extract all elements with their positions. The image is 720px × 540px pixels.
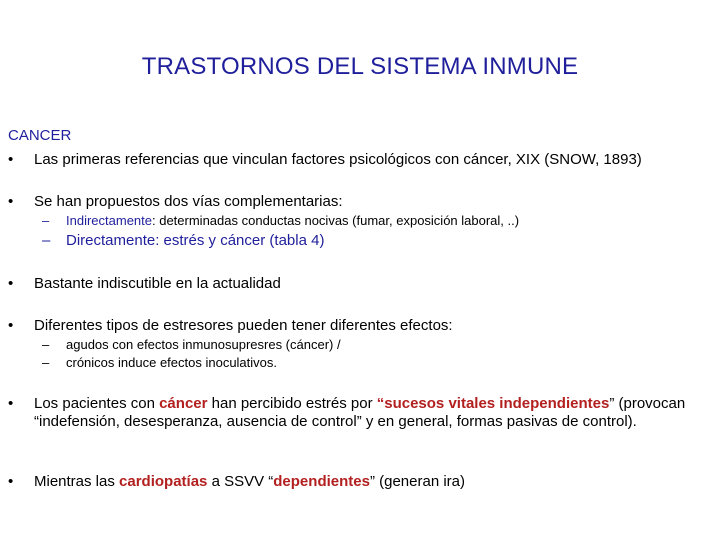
text-run: ” (generan ira) [369,473,465,490]
highlight-cancer: cáncer [159,395,208,412]
text-run: ” (provocan “indefensión, desesperanza, ausencia de control” y en general, formas pasivas de control). [34,395,686,430]
bullet-text: Las primeras referencias que vinculan factores psicológicos con cáncer, XIX (SNOW, 1893) [34,151,642,168]
bullet-text [34,473,694,491]
page-title: TRASTORNOS DEL SISTEMA INMUNE [141,53,579,80]
highlight-dependientes: dependientes [273,473,370,490]
bullet-marker: • [8,473,14,490]
text-run: a SSVV “ [207,473,274,490]
bullet-text [34,395,694,431]
highlight-sucesos: “sucesos vitales independientes [376,395,610,412]
text-run: Mientras las [34,473,120,490]
dash-marker: – [42,337,50,352]
bullet-marker: • [8,317,14,334]
bullet-text: Bastante indiscutible en la actualidad [34,275,281,292]
bullet-marker: • [8,275,14,292]
sub-text [66,213,519,229]
sub-text: crónicos induce efectos inoculativos. [66,355,278,370]
section-heading: CANCER [8,127,72,144]
bullet-marker: • [8,151,14,168]
bullet-marker: • [8,193,14,210]
bullet-marker: • [8,395,14,412]
text-run: Los pacientes con [34,395,160,412]
text-run: han percibido estrés por [207,395,377,412]
sub-text-rest: : determinadas conductas nocivas (fumar, exposición laboral, ..) [152,213,520,228]
sub-label-indirect: Indirectamente [66,213,152,228]
sub-text-direct: Directamente: estrés y cáncer (tabla 4) [66,232,325,249]
dash-marker: – [42,213,50,228]
highlight-cardiopatias: cardiopatías [119,473,208,490]
dash-marker: – [42,232,51,249]
sub-text: agudos con efectos inmunosupresres (cáncer) / [66,337,341,352]
dash-marker: – [42,355,50,370]
bullet-text: Diferentes tipos de estresores pueden tener diferentes efectos: [34,317,453,334]
bullet-text: Se han propuestos dos vías complementarias: [34,193,343,210]
